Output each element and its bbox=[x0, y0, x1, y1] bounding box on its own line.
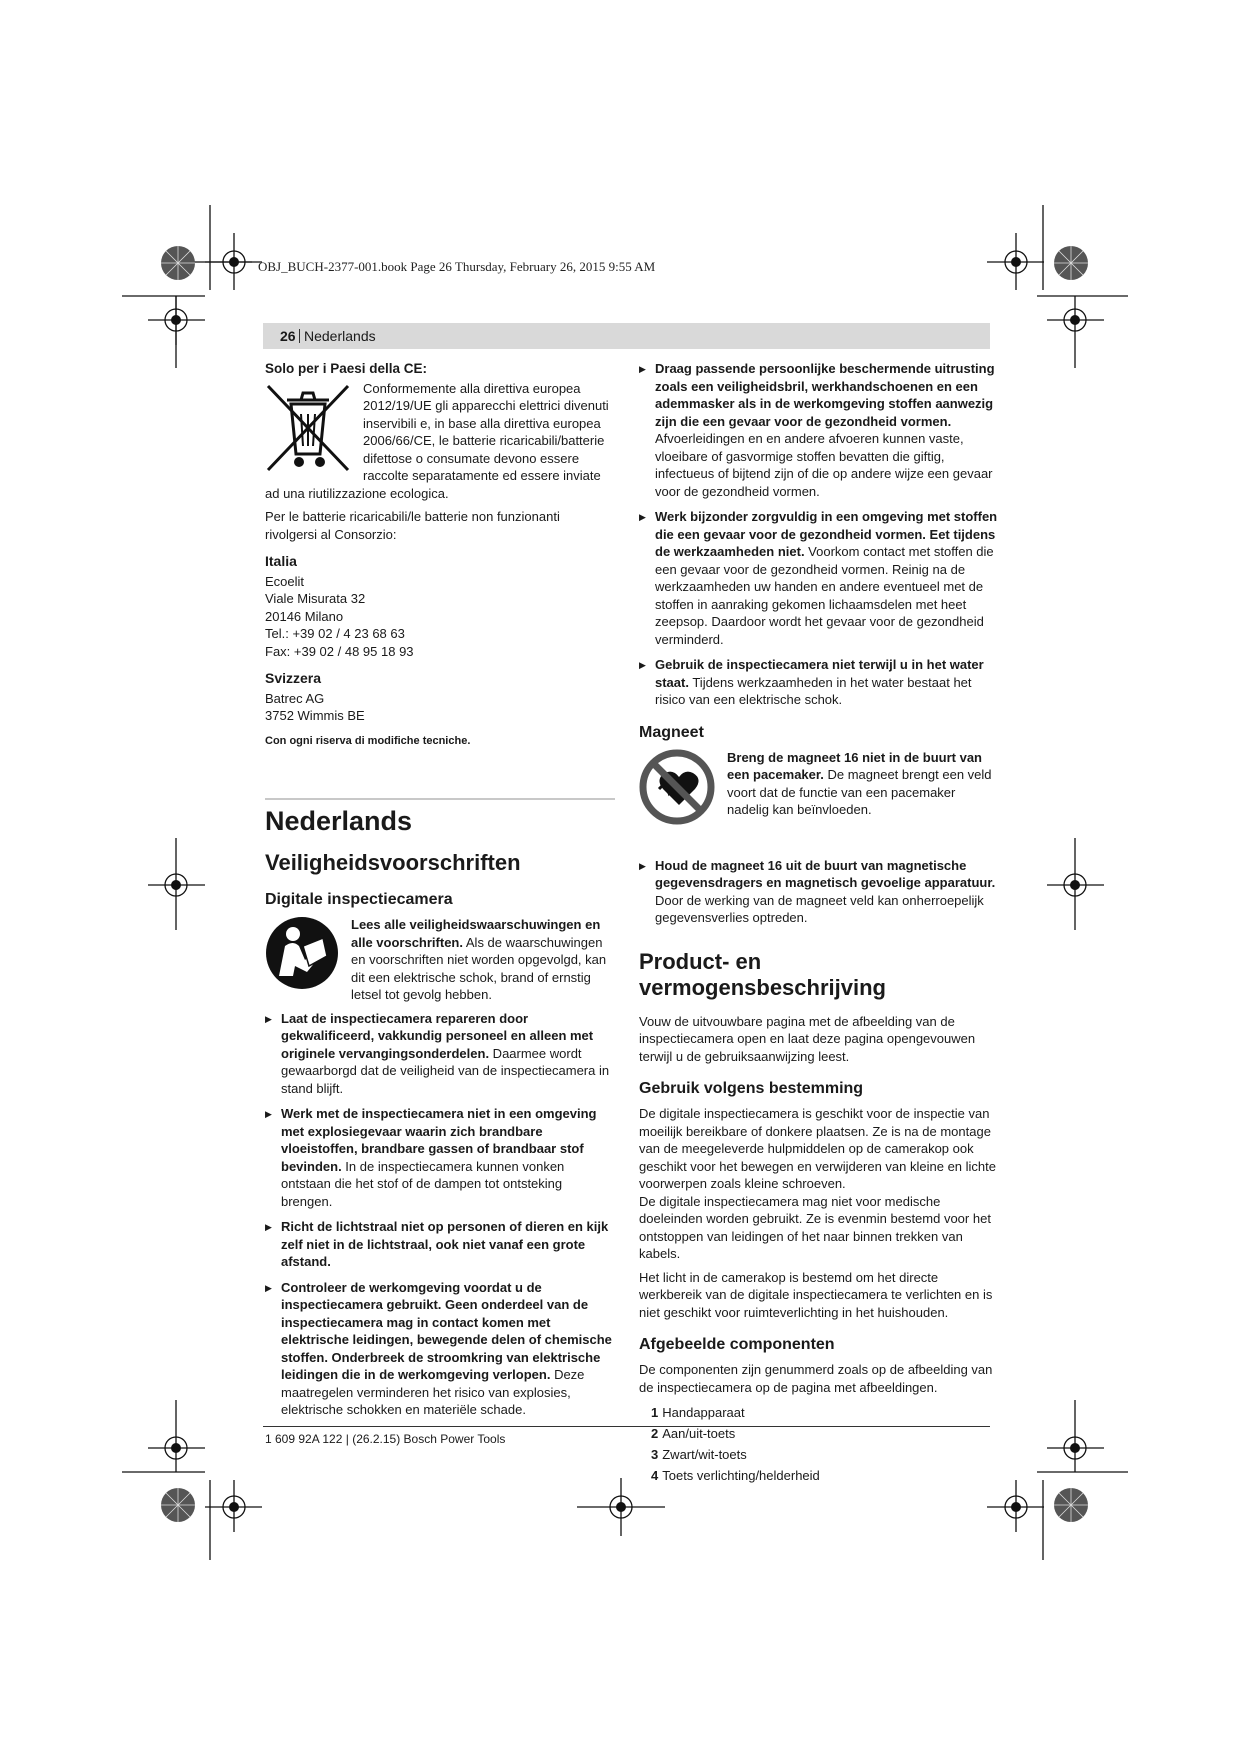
consortium-text: Per le batterie ricaricabili/le batterie non funzionanti rivolgersi al Consorzio: bbox=[265, 509, 560, 542]
bullet-text: Tijdens werkzaamheden in het water bestaat het risico van een elektrische schok. bbox=[655, 674, 972, 707]
magnet-text: De magneet brengt een veld voort dat de functie van een pacemaker nadelig kan beïnvloeden. bbox=[727, 767, 992, 817]
safety-title: Veiligheidsvoorschriften bbox=[265, 850, 521, 875]
bullet-bold: Houd de magneet 16 uit de buurt van magnetische gegevensdragers en magnetisch gevoelige apparatuur. bbox=[655, 857, 996, 890]
components-list bbox=[651, 1402, 999, 1486]
bullet-text: Deze maatregelen verminderen het risico van explosies, elektrische schokken en materiële schade. bbox=[281, 1367, 585, 1417]
item-number: 1 bbox=[651, 1405, 659, 1420]
bullet-bold: Richt de lichtstraal niet op personen of dieren en kijk zelf niet in de lichtstraal, ook niet vanaf een grote afstand. bbox=[281, 1219, 609, 1269]
language-title: Nederlands bbox=[265, 806, 413, 836]
italia-address bbox=[265, 573, 615, 661]
book-info-line: OBJ_BUCH-2377-001.book Page 26 Thursday, February 26, 2015 9:55 AM bbox=[258, 259, 656, 274]
bullet-bold: Controleer de werkomgeving voordat u de inspectiecamera gebruikt. Geen onderdeel van de inspectiecamera mag in contact komen met elektrische leidingen, bewegende delen of chemische stoffen. Onderbreek de stroomkring van elektrische leidingen die in de werkomgeving verlopen. bbox=[281, 1279, 612, 1382]
read-manual-icon bbox=[265, 916, 339, 990]
bullet-text: Daarmee wordt gewaarborgd dat de veiligheid van de inspectiecamera in stand blijft. bbox=[281, 1045, 610, 1096]
item-label: Zwart/wit-toets bbox=[662, 1447, 747, 1462]
bullet-text: Door de werking van de magneet veld kan onherroepelijk gegevensverlies optreden. bbox=[655, 892, 984, 925]
bullet-bold: Gebruik de inspectiecamera niet terwijl u in het water staat. bbox=[655, 657, 984, 690]
read-text: Als de waarschuwingen en voorschriften niet worden opgevolgd, kan dit een elektrische schok, brand of ernstig letsel tot gevolg hebben. bbox=[351, 934, 607, 1002]
magnet-bold: Breng de magneet 16 niet in de buurt van een pacemaker. bbox=[727, 749, 982, 782]
components-title: Afgebeelde componenten bbox=[639, 1336, 835, 1353]
item-number: 4 bbox=[651, 1468, 659, 1483]
product-text: Vouw de uitvouwbare pagina met de afbeelding van de inspectiecamera open en laat deze pagina opengevouwen terwijl u de gebruiksaanwijzing leest. bbox=[639, 1013, 976, 1064]
wheelie-bin-crossed-icon bbox=[265, 382, 351, 474]
reserve-note: Con ogni riserva di modifiche tecniche. bbox=[265, 734, 471, 747]
product-title: Product- en vermogensbeschrijving bbox=[639, 948, 886, 1000]
address-line: 20146 Milano bbox=[265, 608, 344, 624]
safety-bullet bbox=[639, 360, 999, 500]
address-line: Batrec AG bbox=[265, 690, 325, 706]
camera-title: Digitale inspectiecamera bbox=[265, 891, 453, 908]
item-number: 2 bbox=[651, 1426, 659, 1441]
usage-paragraph: Het licht in de camerakop is bestemd om het directe werkbereik van de digitale inspectiecamera te verlichten en is niet geschikt voor ruimteverlichting in het huishouden. bbox=[639, 1269, 993, 1320]
item-label: Toets verlichting/helderheid bbox=[662, 1468, 820, 1483]
address-line: 3752 Wimmis BE bbox=[265, 708, 365, 723]
safety-bullet bbox=[265, 1218, 615, 1271]
address-line: Ecoelit bbox=[265, 573, 305, 589]
list-item bbox=[651, 1465, 999, 1486]
magnet-block bbox=[639, 749, 999, 825]
safety-bullet bbox=[265, 1279, 615, 1419]
ce-heading: Solo per i Paesi della CE: bbox=[265, 361, 428, 376]
magnet-title: Magneet bbox=[639, 723, 704, 741]
no-pacemaker-icon bbox=[639, 749, 715, 825]
components-text: De componenten zijn genummerd zoals op de afbeelding van de inspectiecamera op de pagina met afbeeldingen. bbox=[639, 1362, 993, 1395]
bullet-text: Afvoerleidingen en en andere afvoeren kunnen vaste, vloeibare of gasvormige stoffen bevatten die giftig, infectueus of bijtend zijn of die op andere wijze een gevaar voor de gezondheid vormen. bbox=[655, 431, 993, 499]
list-item bbox=[651, 1402, 999, 1423]
footer-rule bbox=[263, 1426, 990, 1427]
bullet-bold: Werk met de inspectiecamera niet in een omgeving met explosiegevaar waarin zich brandbare vloeistoffen, brandbare gassen of brandbaar stof bevinden. bbox=[281, 1106, 597, 1174]
usage-title: Gebruik volgens bestemming bbox=[639, 1080, 864, 1097]
bullet-text: Voorkom contact met stoffen die een gevaar voor de gezondheid vormen. Reinig na de werkzaamheden uw handen en andere eventueel met de stoffen in aanraking gekomen lichaamsdelen met heet zeepsop. Daardoor wordt het gevaar voor de gezondheid verminderd. bbox=[655, 544, 994, 647]
bullet-bold: Draag passende persoonlijke beschermende uitrusting zoals een veiligheidsbril, werkhandschoenen en een ademmasker als in de werkomgeving stoffen aanwezig zijn die een gevaar voor de gezondheid vormen. bbox=[655, 361, 995, 429]
read-manual-block bbox=[265, 916, 615, 1004]
ce-text: Conformemente alla direttiva europea 2012/19/UE gli apparecchi elettrici divenuti inservibili e, in base alla direttiva europea 2006/66/CE, le batterie ricaricabili/batterie difettose o consumate devono essere raccolte separatamente ed essere inviate ad una riutilizzazione ecologica. bbox=[265, 380, 609, 501]
left-column bbox=[265, 360, 615, 1427]
svizzera-heading: Svizzera bbox=[265, 670, 322, 686]
address-line: Tel.: +39 02 / 4 23 68 63 bbox=[265, 626, 405, 641]
address-line: Fax: +39 02 / 48 95 18 93 bbox=[265, 643, 414, 659]
address-line: Viale Misurata 32 bbox=[265, 591, 366, 606]
list-item bbox=[651, 1444, 999, 1465]
bullet-text: In de inspectiecamera kunnen vonken ontstaan die het stof of de dampen tot ontsteking brengen. bbox=[281, 1158, 565, 1209]
safety-bullet bbox=[639, 656, 999, 709]
magnet-bullet bbox=[639, 857, 999, 927]
header-section-name: Nederlands bbox=[304, 328, 376, 344]
item-label: Aan/uit-toets bbox=[662, 1426, 736, 1441]
usage-paragraph: De digitale inspectiecamera is geschikt voor de inspectie van moeilijk bereikbare of donkere plaatsen. Ze is na de montage van de meegeleverde hulpmiddelen op de camerakop ook geschikt voor het bewegen en verwijderen van kleine en lichte voorwerpen zoals kleine schroeven. bbox=[639, 1106, 996, 1191]
page-header bbox=[263, 323, 990, 349]
safety-bullet bbox=[265, 1105, 615, 1210]
svizzera-address bbox=[265, 690, 615, 725]
ce-block bbox=[265, 380, 615, 509]
page-number: 26 bbox=[280, 328, 296, 344]
footer-text: 1 609 92A 122 | (26.2.15) Bosch Power Tools bbox=[265, 1432, 506, 1446]
item-number: 3 bbox=[651, 1447, 659, 1462]
right-column bbox=[639, 360, 999, 1486]
usage-paragraph: De digitale inspectiecamera mag niet voor medische doeleinden worden gebruikt. Ze is evenmin bestemd voor het ontstoppen van leidingen of het naar binnen trekken van kabels. bbox=[639, 1193, 991, 1261]
item-label: Handapparaat bbox=[662, 1405, 745, 1420]
italia-heading: Italia bbox=[265, 553, 297, 569]
bullet-bold: Werk bijzonder zorgvuldig in een omgeving met stoffen die een gevaar voor de gezondheid vormen. Eet tijdens de werkzaamheden niet. bbox=[655, 509, 998, 559]
safety-bullet bbox=[265, 1010, 615, 1098]
bullet-bold: Laat de inspectiecamera repareren door gekwalificeerd, vakkundig personeel en alleen met originele vervangingsonderdelen. bbox=[281, 1010, 594, 1061]
section-divider bbox=[265, 798, 615, 800]
safety-bullet bbox=[639, 508, 999, 648]
read-bold: Lees alle veiligheidswaarschuwingen en alle voorschriften. bbox=[351, 917, 601, 950]
